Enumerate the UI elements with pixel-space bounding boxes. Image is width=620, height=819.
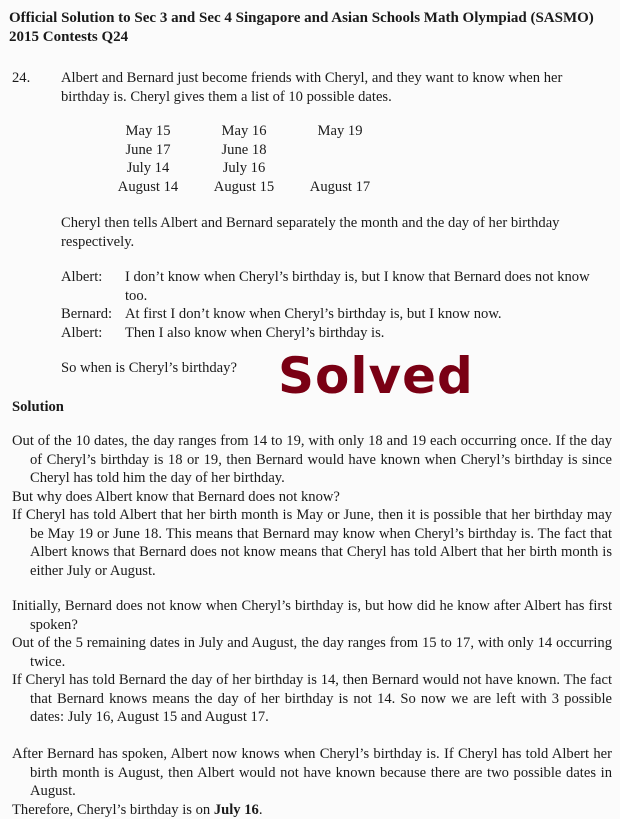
date-cell: August 14 [100, 178, 196, 197]
question-ask: So when is Cheryl’s birthday? [61, 359, 613, 378]
speaker-label: Albert: [61, 268, 125, 305]
speaker-text: Then I also know when Cheryl’s birthday is. [125, 324, 613, 343]
dialog-line [61, 324, 613, 343]
speaker-text: At first I don’t know when Cheryl’s birthday is, but I know now. [125, 305, 613, 324]
solved-stamp: Solved [278, 346, 474, 406]
speaker-label: Bernard: [61, 305, 125, 324]
solution-line: Initially, Bernard does not know when Cheryl’s birthday is, but how did he know after Albert has first spoken? [12, 597, 612, 634]
date-cell: May 16 [196, 122, 292, 141]
dates-table [100, 122, 388, 196]
date-cell: June 17 [100, 141, 196, 160]
date-cell: May 19 [292, 122, 388, 141]
date-cell: July 16 [196, 159, 292, 178]
speaker-label: Albert: [61, 324, 125, 343]
dialog-line [61, 305, 613, 324]
conclusion-prefix: Therefore, Cheryl’s birthday is on [12, 802, 214, 818]
solution-paragraph-2 [12, 597, 612, 727]
date-cell: June 18 [196, 141, 292, 160]
question-tells: Cheryl then tells Albert and Bernard separately the month and the day of her birthday respectively. [61, 214, 613, 251]
solution-line: If Cheryl has told Albert that her birth month is May or June, then it is possible that her birthday may be May 19 or June 18. This means that Bernard may know when Cheryl’s birthday is. The fact that Albert knows that Bernard does not know means that Cheryl has told Albert that her birth month is either July or August. [12, 506, 612, 580]
solution-paragraph-1 [12, 432, 612, 580]
question-intro: Albert and Bernard just become friends with Cheryl, and they want to know when her birthday is. Cheryl gives them a list of 10 possible dates. [61, 69, 613, 106]
solution-line: But why does Albert know that Bernard does not know? [12, 488, 612, 507]
conclusion-suffix: . [259, 802, 263, 818]
date-cell: May 15 [100, 122, 196, 141]
solution-line: Out of the 10 dates, the day ranges from 14 to 19, with only 18 and 19 each occurring once. If the day of Cheryl’s birthday is 18 or 19, then Bernard would have known when Cheryl’s birthday is since Cheryl has told him the day of her birthday. [12, 432, 612, 488]
date-cell: July 14 [100, 159, 196, 178]
dialog [61, 268, 613, 342]
dialog-line [61, 268, 613, 305]
solution-line: Out of the 5 remaining dates in July and August, the day ranges from 15 to 17, with only 14 occurring twice. [12, 634, 612, 671]
solution-paragraph-3 [12, 745, 612, 819]
solution-heading: Solution [12, 398, 64, 417]
date-cell: August 15 [196, 178, 292, 197]
document-title: Official Solution to Sec 3 and Sec 4 Singapore and Asian Schools Math Olympiad (SASMO) 2015 Contests Q24 [9, 9, 609, 47]
date-cell [292, 159, 388, 178]
solution-conclusion [12, 801, 612, 819]
question-number: 24. [12, 69, 30, 88]
solution-line: If Cheryl has told Bernard the day of her birthday is 14, then Bernard would not have known. The fact that Bernard knows means the day of her birthday is not 14. So now we are left with 3 possible dates: July 16, August 15 and August 17. [12, 671, 612, 727]
date-cell: August 17 [292, 178, 388, 197]
answer: July 16 [214, 802, 259, 818]
speaker-text: I don’t know when Cheryl’s birthday is, but I know that Bernard does not know too. [125, 268, 613, 305]
date-cell [292, 141, 388, 160]
solution-line: After Bernard has spoken, Albert now knows when Cheryl’s birthday is. If Cheryl has told Albert her birth month is August, then Albert would not have known because there are two possible dates in August. [12, 745, 612, 801]
